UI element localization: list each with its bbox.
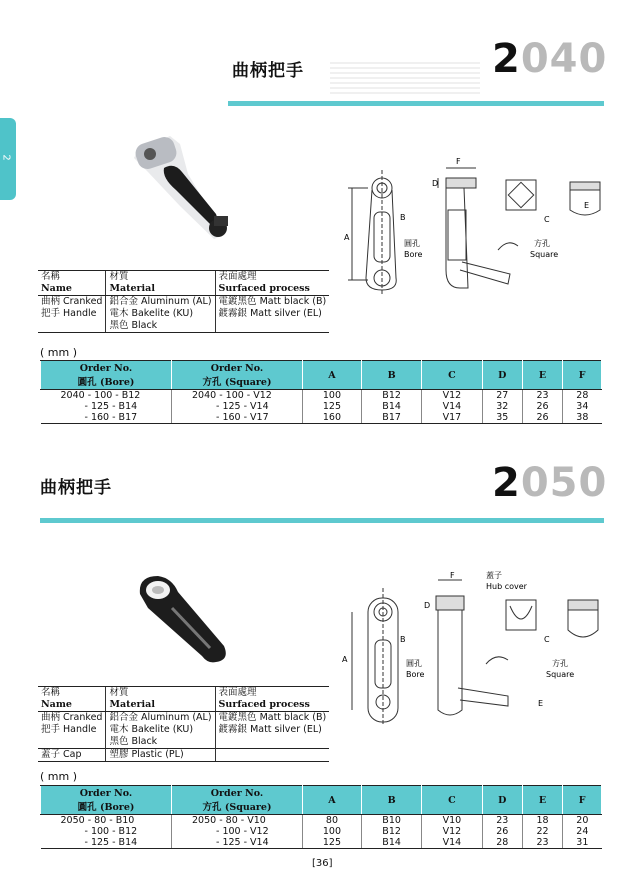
- value-b: B12: [361, 390, 421, 402]
- table-row: [41, 401, 602, 412]
- value-a: 125: [303, 837, 362, 849]
- col-header-e: E: [522, 361, 562, 390]
- materials-header-en: Material: [106, 699, 215, 712]
- svg-text:D: D: [432, 179, 439, 188]
- square-label-zh: 方孔: [552, 659, 568, 668]
- bore-label-zh: 圓孔: [404, 239, 420, 248]
- value-d: 27: [482, 390, 522, 402]
- value-f: 34: [563, 401, 602, 412]
- svg-text:F: F: [450, 571, 455, 580]
- materials-header-zh: 名稱: [38, 271, 106, 284]
- value-f: 38: [563, 412, 602, 424]
- svg-text:D: D: [424, 601, 431, 610]
- svg-text:C: C: [544, 635, 550, 644]
- model-code: [492, 36, 607, 82]
- col-header-b: B: [361, 361, 421, 390]
- page-number: [36]: [312, 858, 333, 869]
- value-f: 24: [563, 826, 602, 837]
- svg-text:B: B: [400, 635, 406, 644]
- value-b: B10: [361, 815, 421, 827]
- part-name: [38, 736, 106, 749]
- part-name: 曲柄 Cranked: [41, 296, 103, 307]
- model-code: [492, 460, 607, 506]
- order-no-square: - 100 - V12: [172, 826, 303, 837]
- materials-header-zh: 表面處理: [215, 271, 329, 284]
- spec-table: [40, 785, 602, 849]
- col-header-bore: Order No. 圓孔 (Bore): [41, 786, 172, 815]
- part-material: 鋁合金 Aluminum (AL): [106, 712, 215, 725]
- value-c: V14: [422, 837, 482, 849]
- materials-row: [38, 736, 329, 749]
- part-material: 電木 Bakelite (KU): [106, 724, 215, 736]
- order-no-square: 2050 - 80 - V10: [172, 815, 303, 827]
- materials-row: [38, 724, 329, 736]
- part-name: 曲柄 Cranked: [41, 712, 103, 723]
- svg-text:A: A: [344, 233, 350, 242]
- svg-text:E: E: [584, 201, 590, 210]
- value-b: B17: [361, 412, 421, 424]
- part-material: 鋁合金 Aluminum (AL): [106, 296, 215, 309]
- materials-row: [38, 320, 329, 333]
- bore-label-zh: 圓孔: [406, 659, 422, 668]
- order-no-bore: - 100 - B12: [84, 826, 138, 837]
- model-code-lead: 2: [492, 460, 521, 506]
- col-header-e: E: [522, 786, 562, 815]
- svg-text:C: C: [544, 215, 550, 224]
- value-e: 26: [522, 412, 562, 424]
- value-c: V14: [422, 401, 482, 412]
- value-a: 100: [303, 390, 362, 402]
- col-header-c: C: [422, 786, 482, 815]
- section-title: 曲柄把手: [232, 61, 304, 81]
- order-no-bore: - 160 - B17: [41, 412, 172, 424]
- part-material: 黑色 Black: [106, 320, 215, 333]
- part-finish: [215, 749, 329, 762]
- product-photo-2050: [128, 568, 238, 668]
- order-no-square: - 125 - V14: [172, 401, 303, 412]
- unit-label: ( mm ): [40, 346, 78, 359]
- order-no-square: 2040 - 100 - V12: [172, 390, 303, 402]
- col-header-c: C: [422, 361, 482, 390]
- value-c: V17: [422, 412, 482, 424]
- value-d: 35: [482, 412, 522, 424]
- col-header-a: A: [303, 361, 362, 390]
- section-rule: [40, 518, 604, 523]
- value-c: V10: [422, 815, 482, 827]
- hub-label-zh: 蓋子: [486, 571, 502, 580]
- bore-label-en: Bore: [406, 670, 425, 679]
- bore-label-en: Bore: [404, 250, 423, 259]
- value-c: V12: [422, 390, 482, 402]
- materials-row: [38, 308, 329, 320]
- value-f: 20: [563, 815, 602, 827]
- part-finish: [215, 320, 329, 333]
- value-e: 23: [522, 837, 562, 849]
- svg-text:A: A: [342, 655, 348, 664]
- hub-label-en: Hub cover: [486, 582, 527, 591]
- value-b: B12: [361, 826, 421, 837]
- chapter-tab-label: 2: [0, 154, 12, 161]
- value-b: B14: [361, 401, 421, 412]
- value-e: 22: [522, 826, 562, 837]
- col-header-square: Order No. 方孔 (Square): [172, 786, 303, 815]
- order-no-bore: - 125 - B14: [84, 401, 138, 412]
- value-d: 26: [482, 826, 522, 837]
- materials-row: [38, 296, 329, 309]
- value-f: 31: [563, 837, 602, 849]
- order-no-square: - 160 - V17: [172, 412, 303, 424]
- value-f: 28: [563, 390, 602, 402]
- section-title: 曲柄把手: [40, 478, 112, 498]
- part-material: 黑色 Black: [106, 736, 215, 749]
- model-code-rest: 050: [520, 460, 608, 506]
- section-rule: [228, 101, 604, 106]
- materials-row: [38, 712, 329, 725]
- product-photo-2040: [118, 128, 248, 240]
- value-e: 18: [522, 815, 562, 827]
- table-row: [41, 815, 602, 827]
- part-name: 把手 Handle: [41, 308, 97, 319]
- table-row: [41, 412, 602, 424]
- value-e: 26: [522, 401, 562, 412]
- materials-header-en: Surfaced process: [215, 283, 329, 296]
- part-finish: 鍍霧銀 Matt silver (EL): [215, 308, 329, 320]
- materials-header-en: Material: [106, 283, 215, 296]
- order-no-bore: - 125 - B14: [41, 837, 172, 849]
- square-label-en: Square: [546, 670, 575, 679]
- table-row: [41, 837, 602, 849]
- value-a: 80: [303, 815, 362, 827]
- col-header-a: A: [303, 786, 362, 815]
- col-header-d: D: [482, 786, 522, 815]
- materials-table: [38, 270, 329, 333]
- materials-header-zh: 材質: [106, 271, 215, 284]
- part-finish: 鍍霧銀 Matt silver (EL): [215, 724, 329, 736]
- spec-table: [40, 360, 602, 424]
- materials-header-en: Name: [38, 283, 106, 296]
- model-code-lead: 2: [492, 36, 521, 82]
- unit-label: ( mm ): [40, 770, 78, 783]
- col-header-square: Order No. 方孔 (Square): [172, 361, 303, 390]
- col-header-d: D: [482, 361, 522, 390]
- col-header-b: B: [361, 786, 421, 815]
- chapter-tab: [0, 118, 16, 200]
- svg-text:F: F: [456, 157, 461, 166]
- svg-text:E: E: [538, 699, 544, 708]
- value-a: 160: [303, 412, 362, 424]
- technical-drawing-2050: [338, 570, 608, 730]
- table-row: [41, 826, 602, 837]
- materials-header-zh: 材質: [106, 687, 215, 700]
- value-a: 100: [303, 826, 362, 837]
- materials-table: [38, 686, 329, 762]
- value-c: V12: [422, 826, 482, 837]
- part-name: [38, 320, 106, 333]
- part-finish: 電鍍黑色 Matt black (B): [215, 296, 329, 309]
- col-header-bore: Order No. 圓孔 (Bore): [41, 361, 172, 390]
- materials-header-en: Surfaced process: [215, 699, 329, 712]
- value-a: 125: [303, 401, 362, 412]
- square-label-en: Square: [530, 250, 559, 259]
- materials-header-zh: 名稱: [38, 687, 106, 700]
- table-row: [41, 390, 602, 402]
- col-header-f: F: [563, 786, 602, 815]
- square-label-zh: 方孔: [534, 239, 550, 248]
- materials-row: [38, 749, 329, 762]
- part-name: 把手 Handle: [41, 724, 97, 735]
- order-no-bore: 2050 - 80 - B10: [60, 815, 135, 826]
- part-finish: 電鍍黑色 Matt black (B): [215, 712, 329, 725]
- materials-header-zh: 表面處理: [215, 687, 329, 700]
- materials-header-en: Name: [38, 699, 106, 712]
- part-name: 蓋子 Cap: [38, 749, 106, 762]
- value-d: 32: [482, 401, 522, 412]
- order-no-bore: 2040 - 100 - B12: [60, 390, 141, 401]
- part-material: 塑膠 Plastic (PL): [106, 749, 215, 762]
- model-code-rest: 040: [520, 36, 608, 82]
- order-no-square: - 125 - V14: [172, 837, 303, 849]
- value-d: 23: [482, 815, 522, 827]
- value-b: B14: [361, 837, 421, 849]
- value-d: 28: [482, 837, 522, 849]
- value-e: 23: [522, 390, 562, 402]
- technical-drawing-2040: [338, 150, 608, 300]
- svg-text:B: B: [400, 213, 406, 222]
- part-material: 電木 Bakelite (KU): [106, 308, 215, 320]
- part-finish: [215, 736, 329, 749]
- col-header-f: F: [563, 361, 602, 390]
- faded-print-area: [330, 60, 480, 94]
